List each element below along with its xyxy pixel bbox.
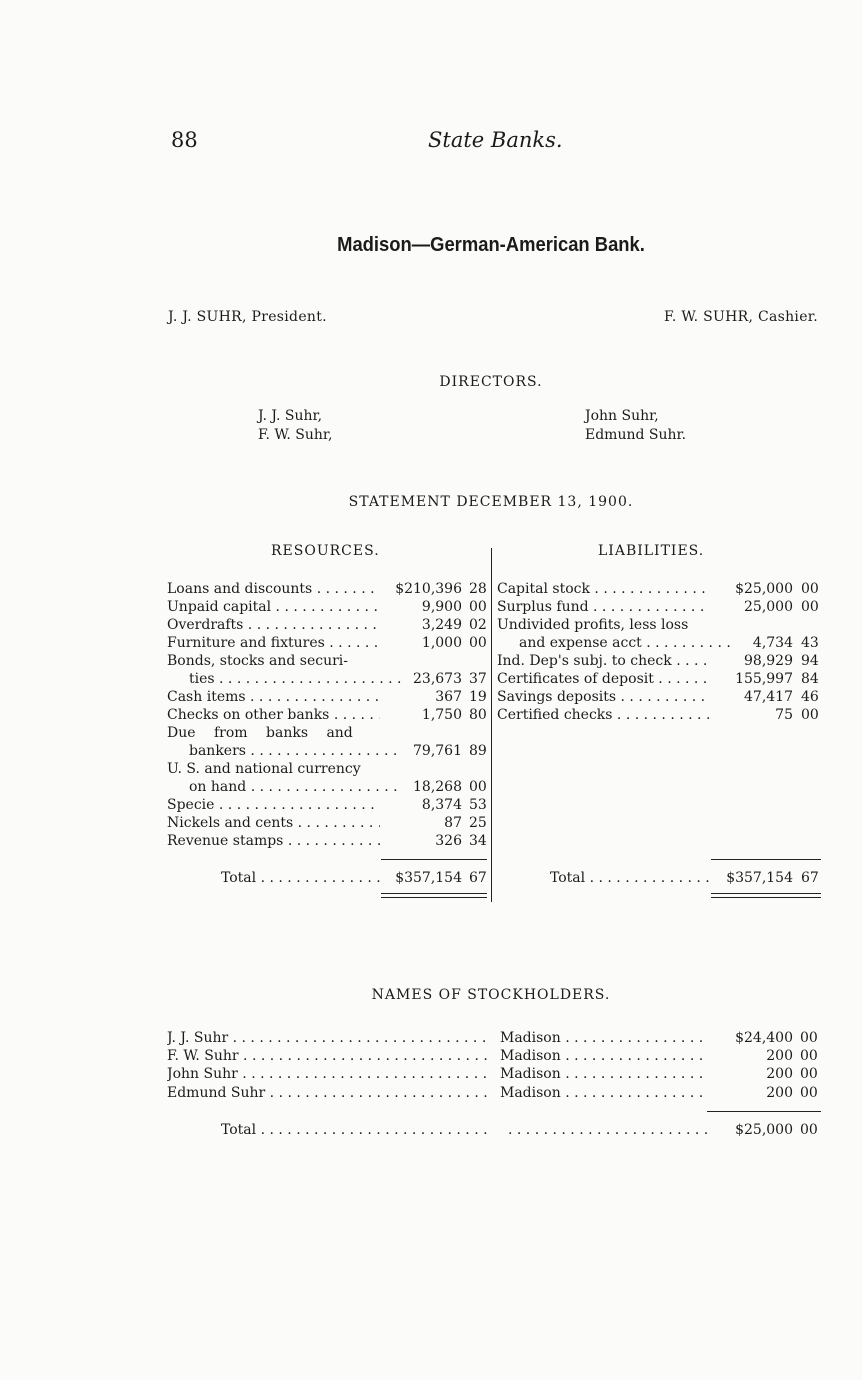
resource-row [167, 616, 491, 634]
liability-label: Certified checks . . . [497, 706, 709, 724]
resource-row [167, 580, 491, 598]
stockholder-dollars: 200 [766, 1085, 793, 1101]
liability-cents: 00 [801, 581, 819, 597]
resource-label: Unpaid capital . . . [167, 598, 380, 616]
resource-dollars: 9,900 [421, 599, 462, 615]
stockholder-row [167, 1029, 827, 1047]
resource-label: on hand . . . [167, 778, 402, 796]
resource-row [167, 814, 491, 832]
liability-dollars: 155,997 [735, 671, 793, 687]
total-dollars: $357,154 [726, 870, 793, 886]
page-number: 88 [171, 128, 198, 152]
stockholder-cents: 00 [800, 1085, 818, 1101]
resource-dollars: 3,249 [421, 617, 462, 633]
liability-dollars: 4,734 [752, 635, 793, 651]
stockholder-residence: Madison . . . [500, 1047, 708, 1065]
resource-label: Due from banks and [167, 725, 353, 741]
resource-cents: 53 [469, 797, 487, 813]
total-cents: 67 [801, 870, 819, 886]
president: J. J. SUHR, President. [168, 309, 327, 325]
resource-label: Checks on other banks . . . [167, 706, 380, 724]
stockholder-name: John Suhr . . . [167, 1065, 488, 1083]
liability-label: Ind. Dep's subj. to check . . . [497, 652, 709, 670]
resource-cents: 00 [469, 779, 487, 795]
liability-dollars: 25,000 [744, 599, 793, 615]
resource-row [167, 706, 491, 724]
resources-total-rule [381, 859, 487, 860]
total-label: Total . . . [221, 869, 380, 887]
resource-dollars: 23,673 [413, 671, 462, 687]
stockholder-dollars: $24,400 [735, 1030, 793, 1046]
resource-cents: 89 [469, 743, 487, 759]
stockholder-cents: 00 [800, 1048, 818, 1064]
liability-row [497, 688, 827, 706]
liabilities-total-row [497, 869, 827, 887]
resources-total-row [167, 869, 491, 887]
statement-heading: STATEMENT DECEMBER 13, 1900. [348, 494, 634, 510]
bank-title: Madison—German-American Bank. [337, 234, 645, 256]
resource-cents: 19 [469, 689, 487, 705]
liability-row [497, 670, 827, 688]
stockholders-total-rule [707, 1111, 821, 1112]
resource-label: Furniture and fixtures . . . [167, 634, 380, 652]
resources-double-rule [381, 897, 487, 898]
directors-right [585, 407, 686, 445]
resource-row [167, 598, 491, 616]
resource-dollars: 326 [435, 833, 462, 849]
resource-dollars: 18,268 [413, 779, 462, 795]
resource-label: Overdrafts . . . [167, 616, 380, 634]
resource-label: ties . . . [167, 670, 402, 688]
stockholder-row [167, 1084, 827, 1102]
stockholder-name: J. J. Suhr . . . [167, 1029, 488, 1047]
resource-row [167, 742, 491, 760]
resource-cents: 00 [469, 599, 487, 615]
stockholder-cents: 00 [800, 1066, 818, 1082]
liability-label: Surplus fund . . . [497, 598, 709, 616]
stockholder-row [167, 1065, 827, 1083]
stockholder-dollars: 200 [766, 1066, 793, 1082]
resource-row [167, 796, 491, 814]
liabilities-total-rule [711, 859, 821, 860]
resource-row [167, 724, 491, 742]
liability-cents: 94 [801, 653, 819, 669]
director-name: F. W. Suhr, [258, 427, 333, 443]
liability-cents: 00 [801, 707, 819, 723]
liability-label: Certificates of deposit . . . [497, 670, 709, 688]
resource-label: Loans and discounts . . . [167, 580, 380, 598]
resource-cents: 80 [469, 707, 487, 723]
resource-cents: 00 [469, 635, 487, 651]
total-residence-leader [508, 1121, 708, 1139]
resource-dollars: 79,761 [413, 743, 462, 759]
stockholders-total-row [167, 1121, 827, 1139]
cashier: F. W. SUHR, Cashier. [664, 309, 818, 325]
resource-dollars: 1,000 [421, 635, 462, 651]
liability-cents: 84 [801, 671, 819, 687]
column-divider [491, 548, 492, 902]
resource-row [167, 634, 491, 652]
liability-dollars: $25,000 [735, 581, 793, 597]
liability-row [497, 616, 827, 634]
resource-label: Nickels and cents . . . [167, 814, 380, 832]
liability-row [497, 634, 827, 652]
resource-row [167, 760, 491, 778]
resource-cents: 34 [469, 833, 487, 849]
liability-label: and expense acct . . . [497, 634, 731, 652]
stockholder-cents: 00 [800, 1030, 818, 1046]
directors-heading: DIRECTORS. [439, 374, 543, 390]
stockholder-name: Edmund Suhr . . . [167, 1084, 488, 1102]
liability-row [497, 706, 827, 724]
resource-cents: 37 [469, 671, 487, 687]
liabilities-heading: LIABILITIES. [598, 543, 705, 559]
liabilities-double-rule [711, 897, 821, 898]
stockholder-row [167, 1047, 827, 1065]
resource-dollars: 87 [444, 815, 462, 831]
resource-label: Cash items . . . [167, 688, 380, 706]
resource-cents: 02 [469, 617, 487, 633]
resource-dollars: 1,750 [421, 707, 462, 723]
liability-label: Capital stock . . . [497, 580, 709, 598]
resource-label: bankers . . . [167, 742, 402, 760]
resource-dollars: 8,374 [421, 797, 462, 813]
resource-label: Specie . . . [167, 796, 380, 814]
director-name: J. J. Suhr, [258, 408, 323, 424]
director-name: Edmund Suhr. [585, 427, 687, 443]
resource-dollars: 367 [435, 689, 462, 705]
total-cents: 67 [469, 870, 487, 886]
resource-label: U. S. and national currency [167, 761, 361, 777]
stockholder-residence: Madison . . . [500, 1065, 708, 1083]
resource-row [167, 778, 491, 796]
liability-dollars: 98,929 [744, 653, 793, 669]
stockholder-dollars: 200 [766, 1048, 793, 1064]
liability-dollars: 75 [775, 707, 793, 723]
resource-cents: 25 [469, 815, 487, 831]
stockholder-name: F. W. Suhr . . . [167, 1047, 488, 1065]
liability-row [497, 652, 827, 670]
liability-cents: 46 [801, 689, 819, 705]
stockholder-residence: Madison . . . [500, 1029, 708, 1047]
resource-cents: 28 [469, 581, 487, 597]
resources-heading: RESOURCES. [271, 543, 380, 559]
liability-row [497, 598, 827, 616]
resource-row [167, 832, 491, 850]
liability-cents: 43 [801, 635, 819, 651]
liabilities-double-rule [711, 893, 821, 894]
stockholder-residence: Madison . . . [500, 1084, 708, 1102]
liability-label: Savings deposits . . . [497, 688, 709, 706]
total-label: Total . . . [550, 869, 709, 887]
running-head: State Banks. [428, 128, 563, 152]
liability-row [497, 580, 827, 598]
total-cents: 00 [800, 1122, 818, 1138]
stockholders-heading: NAMES OF STOCKHOLDERS. [371, 987, 611, 1003]
directors-left [258, 407, 333, 445]
resource-label: Revenue stamps . . . [167, 832, 380, 850]
liability-cents: 00 [801, 599, 819, 615]
resource-dollars: $210,396 [395, 581, 462, 597]
liability-dollars: 47,417 [744, 689, 793, 705]
resource-label: Bonds, stocks and securi- [167, 653, 348, 669]
resource-row [167, 652, 491, 670]
total-label: Total . . . [221, 1121, 488, 1139]
liability-label: Undivided profits, less loss [497, 617, 689, 633]
total-dollars: $357,154 [395, 870, 462, 886]
total-dollars: $25,000 [735, 1122, 793, 1138]
resources-double-rule [381, 893, 487, 894]
director-name: John Suhr, [585, 408, 659, 424]
resource-row [167, 688, 491, 706]
resource-row [167, 670, 491, 688]
